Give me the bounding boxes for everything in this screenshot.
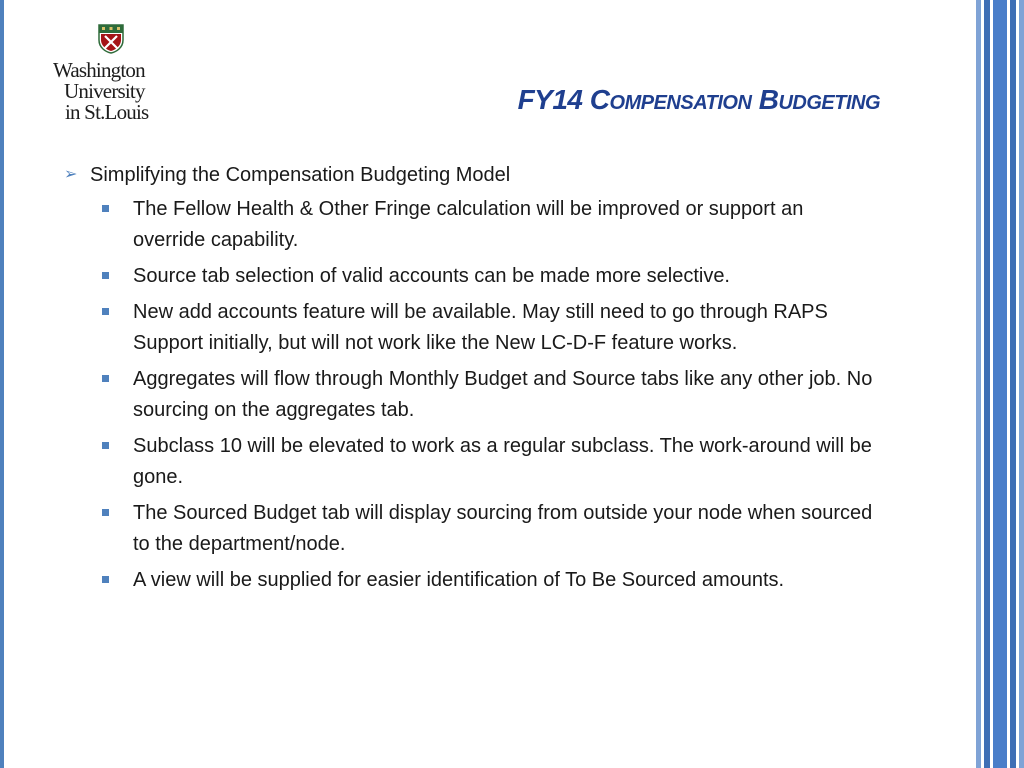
list-item-text: The Sourced Budget tab will display sourcing from outside your node when sourced to the department/node. bbox=[133, 502, 873, 555]
square-bullet-icon bbox=[102, 442, 109, 449]
logo-line-1: Washington bbox=[53, 58, 145, 82]
list-item-text: Subclass 10 will be elevated to work as a regular subclass. The work-around will be gone. bbox=[133, 435, 872, 488]
list-item bbox=[102, 431, 884, 493]
left-border-rule bbox=[0, 0, 4, 768]
logo-line-3: in St.Louis bbox=[65, 100, 149, 124]
list-item bbox=[102, 194, 884, 256]
shield-icon bbox=[98, 24, 124, 54]
list-item bbox=[102, 261, 884, 292]
list-item-text: New add accounts feature will be available. May still need to go through RAPS Support initially, but will not work like the New LC-D-F feature works. bbox=[133, 301, 828, 354]
square-bullet-icon bbox=[102, 272, 109, 279]
title-part-4: UDGETING bbox=[778, 92, 880, 114]
right-decorative-stripes bbox=[976, 0, 1024, 768]
list-item-text: Source tab selection of valid accounts can be made more selective. bbox=[133, 265, 730, 287]
square-bullet-icon bbox=[102, 509, 109, 516]
logo-line-2: University bbox=[64, 79, 145, 103]
heading-text: Simplifying the Compensation Budgeting Model bbox=[90, 164, 511, 186]
list-item-text: A view will be supplied for easier identification of To Be Sourced amounts. bbox=[133, 569, 785, 591]
slide-title bbox=[420, 84, 880, 116]
list-item-text: Aggregates will flow through Monthly Budget and Source tabs like any other job. No sourcing on the aggregates tab. bbox=[133, 368, 873, 421]
university-logo bbox=[52, 24, 172, 134]
square-bullet-icon bbox=[102, 375, 109, 382]
square-bullet-icon bbox=[102, 205, 109, 212]
title-part-3: B bbox=[751, 84, 779, 115]
list-item bbox=[102, 364, 884, 426]
list-item bbox=[102, 565, 884, 596]
title-part-1: FY14 C bbox=[517, 84, 610, 115]
square-bullet-icon bbox=[102, 308, 109, 315]
logo-wordmark bbox=[52, 60, 172, 123]
sub-bullet-list bbox=[64, 194, 884, 596]
square-bullet-icon bbox=[102, 576, 109, 583]
arrow-bullet-icon: ➢ bbox=[64, 166, 78, 183]
heading-bullet bbox=[64, 160, 884, 190]
slide-body bbox=[64, 160, 884, 601]
list-item bbox=[102, 498, 884, 560]
list-item-text: The Fellow Health & Other Fringe calculation will be improved or support an override capability. bbox=[133, 198, 804, 251]
list-item bbox=[102, 297, 884, 359]
title-part-2: OMPENSATION bbox=[609, 92, 752, 114]
